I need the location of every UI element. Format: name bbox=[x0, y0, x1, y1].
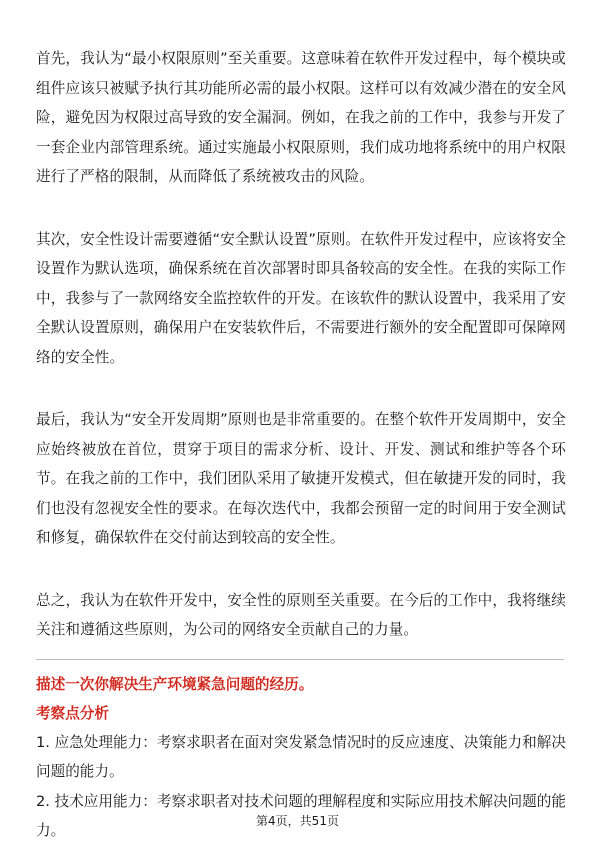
analysis-title: 考察点分析 bbox=[36, 704, 109, 722]
analysis-point-2: 2. 技术应用能力：考察求职者对技术问题的理解程度和实际应用技术解决问题的能力。 bbox=[36, 792, 566, 839]
analysis-point-1: 1. 应急处理能力：考察求职者在面对突发紧急情况时的反应速度、决策能力和解决问题的能力。 bbox=[36, 733, 566, 780]
page-number-footer: 第4页，共51页 bbox=[256, 814, 339, 828]
paragraph-conclusion: 总之，我认为在软件开发中，安全性的原则至关重要。在今后的工作中，我将继续关注和遵循这些原则，为公司的网络安全贡献自己的力量。 bbox=[36, 591, 566, 638]
paragraph-least-privilege: 首先，我认为“最小权限原则”至关重要。这意味着在软件开发过程中，每个模块或组件应该只被赋予执行其功能所必需的最小权限。这样可以有效减少潜在的安全风险，避免因为权限过高导致的安全漏洞。例如，在我之前的工作中，我参与开发了一套企业内部管理系统。通过实施最小权限原则，我们成功地将系统中的用户权限进行了严格的限制，从而降低了系统被攻击的风险。 bbox=[36, 50, 566, 185]
paragraph-secure-dev-cycle: 最后，我认为“安全开发周期”原则也是非常重要的。在整个软件开发周期中，安全应始终被放在首位，贯穿于项目的需求分析、设计、开发、测试和维护等各个环节。在我之前的工作中，我们团队采用了敏捷开发模式，但在敏捷开发的同时，我们也没有忽视安全性的要求。在每次迭代中，我都会预留一定的时间用于安全测试和修复，确保软件在交付前达到较高的安全性。 bbox=[36, 411, 566, 546]
page-content bbox=[36, 44, 566, 846]
interview-question: 描述一次你解决生产环境紧急问题的经历。 bbox=[36, 675, 314, 693]
paragraph-secure-defaults: 其次，安全性设计需要遵循“安全默认设置”原则。在软件开发过程中，应该将安全设置作为默认选项，确保系统在首次部署时即具备较高的安全性。在我的实际工作中，我参与了一款网络安全监控软件的开发。在该软件的默认设置中，我采用了安全默认设置原则，确保用户在安装软件后，不需要进行额外的安全配置即可保障网络的安全性。 bbox=[36, 230, 566, 366]
section-divider bbox=[36, 659, 564, 660]
